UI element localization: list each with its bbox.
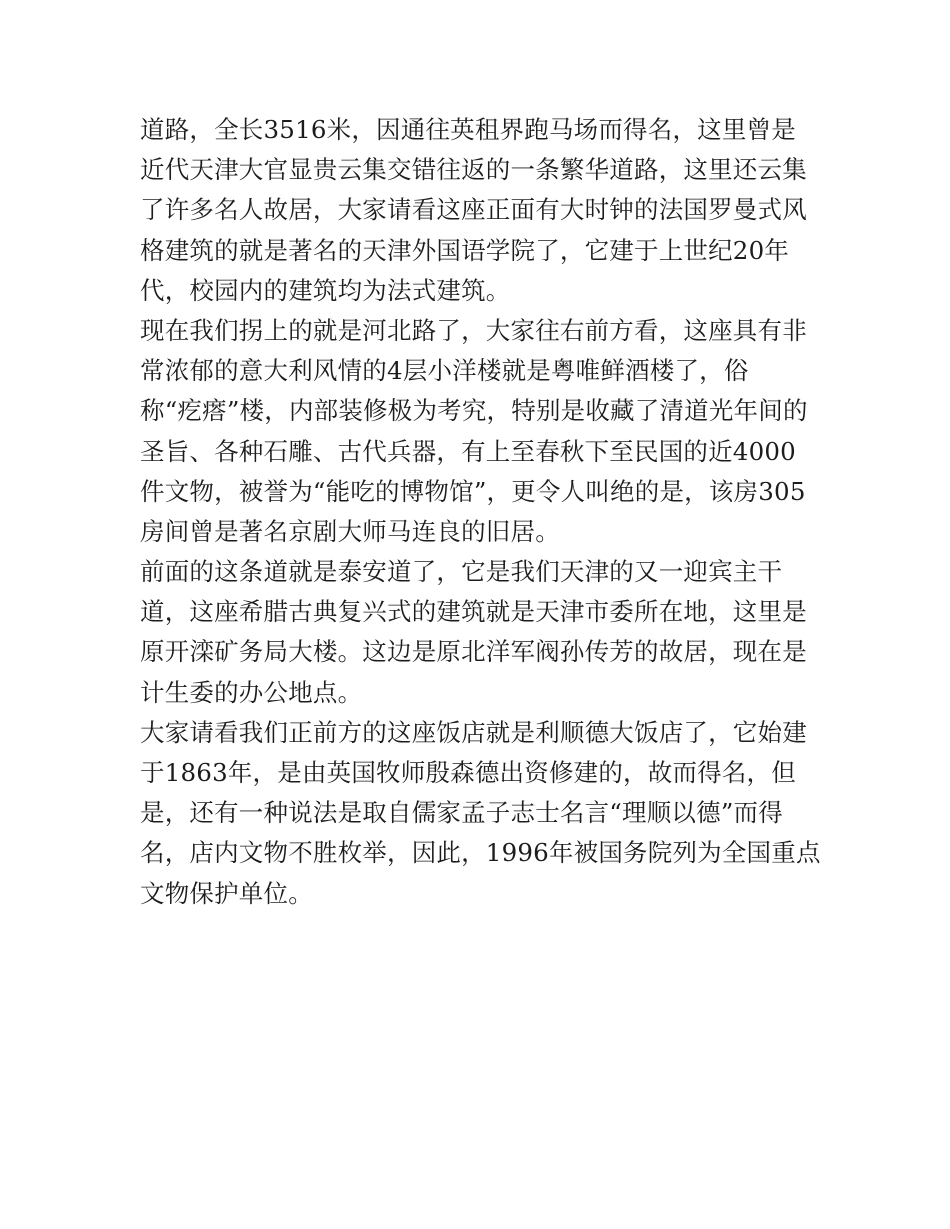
text-line: 现在我们拐上的就是河北路了，大家往右前方看，这座具有非 [140, 315, 807, 345]
text-line: 文物保护单位。 [140, 878, 313, 908]
text-line: 格建筑的就是著名的天津外国语学院了，它建于上世纪20年 [140, 235, 790, 265]
text-line: 计生委的办公地点。 [140, 677, 363, 707]
text-line: 道路，全长3516米，因通往英租界跑马场而得名，这里曾是 [140, 115, 796, 144]
document-body [140, 110, 821, 914]
text-line: 称“疙瘩”楼，内部装修极为考究，特别是收藏了清道光年间的 [140, 396, 808, 426]
text-line: 圣旨、各种石雕、古代兵器，有上至春秋下至民国的近4000 [140, 436, 796, 466]
paragraph-hebei-road [140, 311, 812, 552]
text-line: 道，这座希腊古典复兴式的建筑就是天津市委所在地，这里是 [140, 597, 807, 627]
text-line: 房间曾是著名京剧大师马连良的旧居。 [140, 516, 560, 546]
text-line: 常浓郁的意大利风情的4层小洋楼就是粤唯鲜酒楼了，俗 [140, 356, 749, 386]
text-line: 件文物，被誉为“能吃的博物馆”，更令人叫绝的是，该房305 [140, 476, 806, 506]
text-line: 是，还有一种说法是取自儒家孟子志士名言“理顺以德”而得 [140, 798, 783, 828]
paragraph-racecourse-road [140, 110, 812, 311]
text-line: 近代天津大官显贵云集交错往返的一条繁华道路，这里还云集 [140, 155, 807, 185]
text-line: 大家请看我们正前方的这座饭店就是利顺德大饭店了，它始建 [140, 717, 807, 747]
paragraph-taian-road [140, 552, 812, 713]
text-line: 名，店内文物不胜枚举，因此，1996年被国务院列为全国重点 [140, 838, 821, 868]
text-line: 了许多名人故居，大家请看这座正面有大时钟的法国罗曼式风 [140, 195, 807, 225]
text-line: 代，校园内的建筑均为法式建筑。 [140, 275, 511, 305]
paragraph-astor-hotel [140, 713, 821, 914]
text-line: 原开滦矿务局大楼。这边是原北洋军阀孙传芳的故居，现在是 [140, 637, 807, 667]
text-line: 前面的这条道就是泰安道了，它是我们天津的又一迎宾主干 [140, 557, 783, 587]
text-line: 于1863年，是由英国牧师殷森德出资修建的，故而得名，但 [140, 758, 796, 787]
